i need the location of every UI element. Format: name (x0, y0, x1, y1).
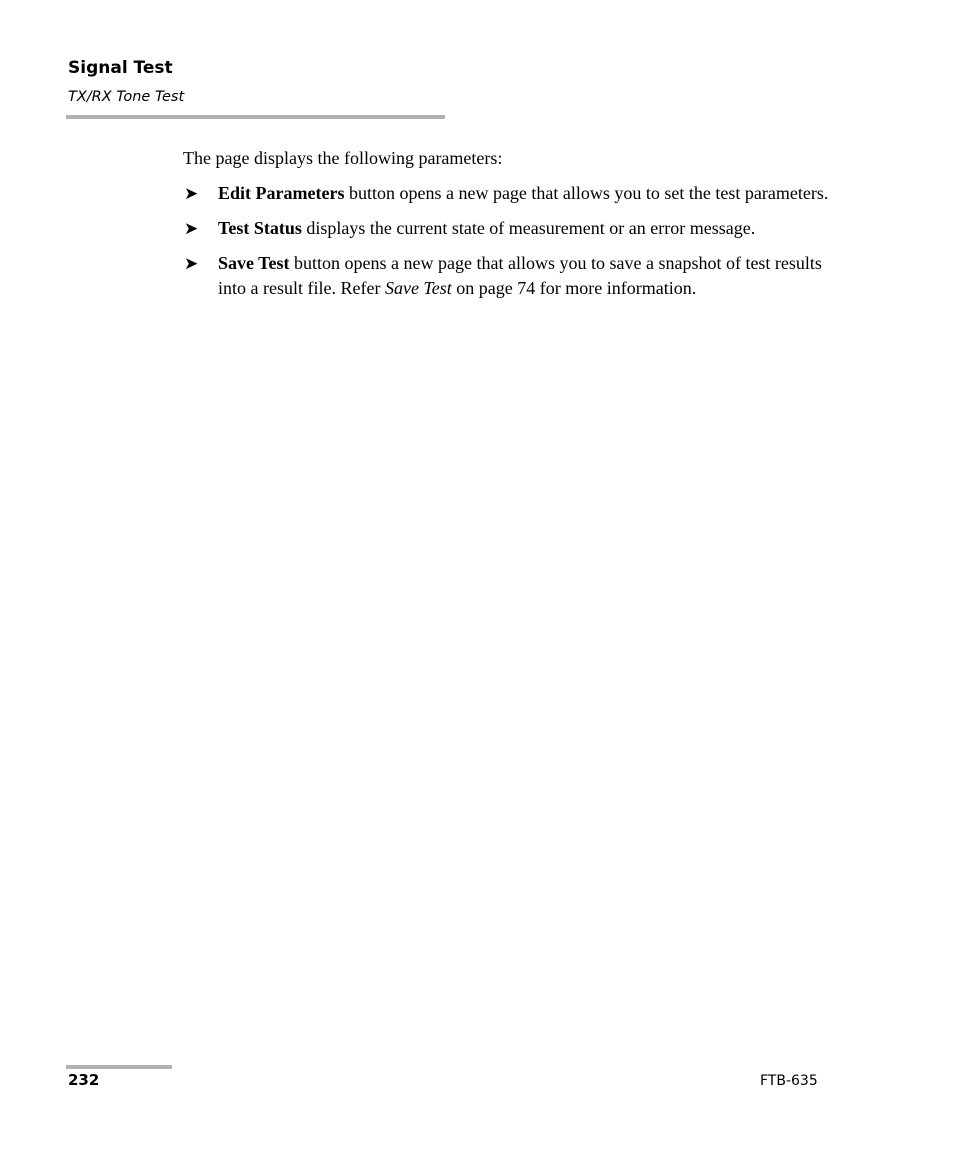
term-edit-parameters: Edit Parameters (218, 183, 345, 203)
arrowhead-bullet-icon: ➤ (184, 254, 199, 273)
description-save-test-end: on page 74 for more information. (451, 278, 697, 298)
list-item-edit-parameters (183, 181, 833, 206)
section-title: Signal Test (68, 58, 173, 78)
cross-reference-save-test: Save Test (384, 278, 452, 298)
intro-paragraph: The page displays the following parameters: (183, 148, 503, 168)
page-number: 232 (68, 1071, 100, 1089)
description-test-status: displays the current state of measurement or an error message. (301, 218, 756, 238)
arrowhead-bullet-icon: ➤ (184, 219, 199, 238)
description-save-test-start: button opens a new page that allows you to save a snapshot of test results into a result file. Refer (218, 253, 822, 298)
term-save-test: Save Test (218, 253, 290, 273)
arrowhead-bullet-icon: ➤ (184, 184, 199, 203)
term-test-status: Test Status (218, 218, 302, 238)
section-subtitle: TX/RX Tone Test (68, 89, 185, 105)
list-item-test-status (183, 216, 833, 241)
header-divider (66, 115, 445, 119)
product-name: FTB-635 (760, 1073, 818, 1089)
main-content (183, 146, 833, 311)
list-item-save-test (183, 251, 833, 301)
footer-divider (66, 1065, 172, 1069)
parameter-list (183, 181, 833, 301)
description-edit-parameters: button opens a new page that allows you to set the test parameters. (344, 183, 829, 203)
